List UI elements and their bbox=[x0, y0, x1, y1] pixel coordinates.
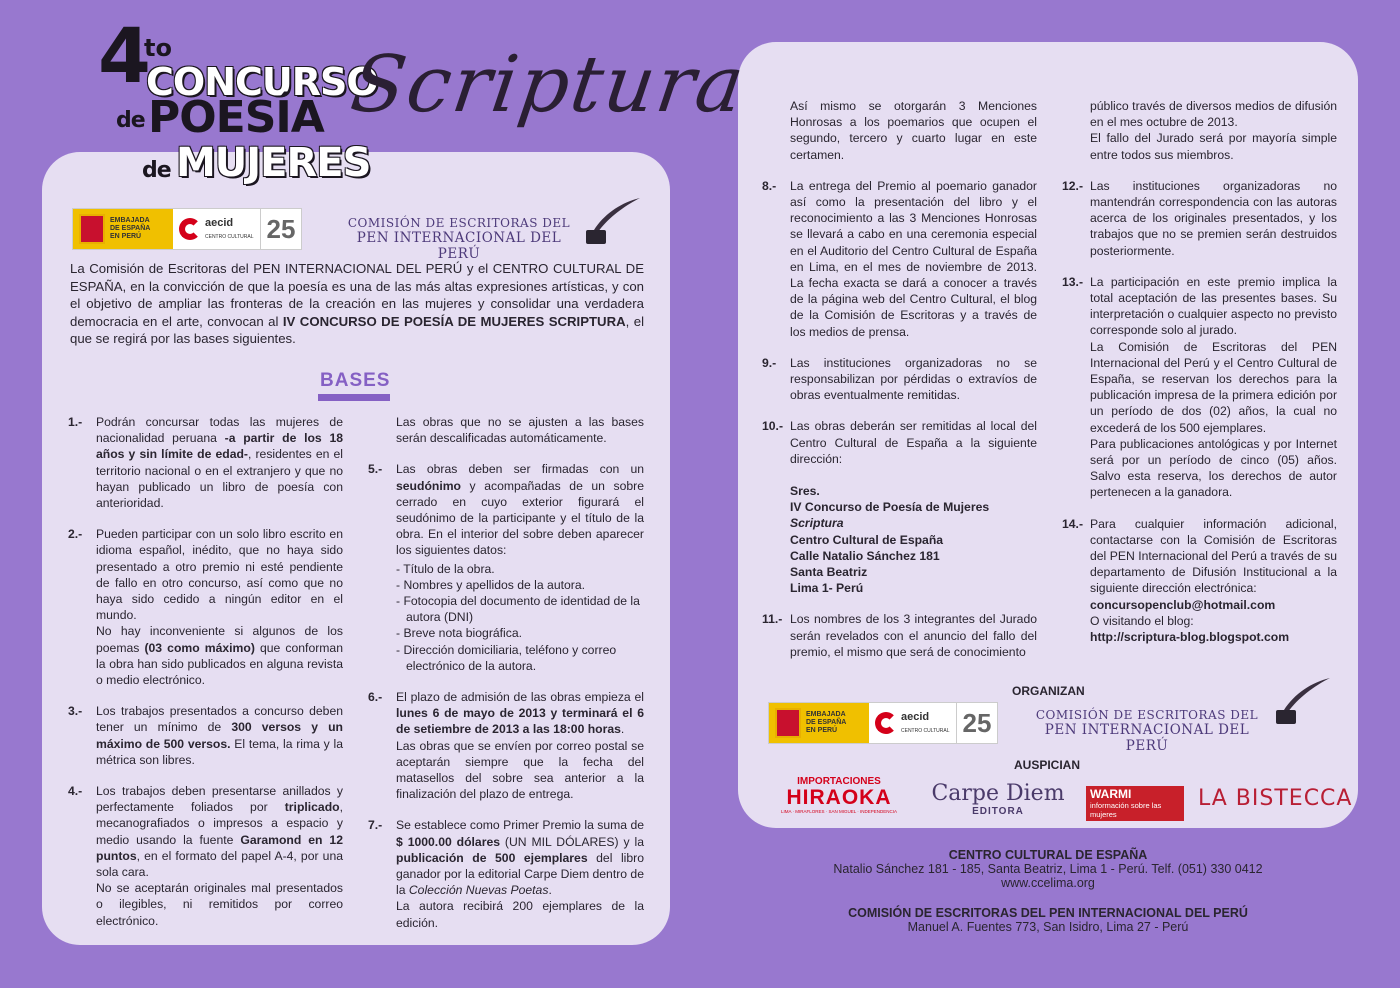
base-item-2: 2.- Pueden participar con un solo libro escrito en idioma español, inédito, que no haya sido presentado a otro premio ni esté pendiente de fallo en otro concurso, así como que no haya sido cedido a ningún editor en el mundo. No hay inconveniente si algunos de los poemas (03 como máximo) que conforman la obra han sido publicados en alguna revista o medio electrónico. bbox=[68, 527, 343, 688]
bases-column-4 bbox=[1062, 98, 1337, 660]
auspician-heading: AUSPICIAN bbox=[1014, 758, 1081, 772]
footer-pen: COMISIÓN DE ESCRITORAS DEL PEN INTERNACIONAL DEL PERÚ Manuel A. Fuentes 773, San Isidro, Lima 27 - Perú bbox=[848, 906, 1248, 934]
title-number: 4 bbox=[98, 11, 151, 100]
organizan-heading: ORGANIZAN bbox=[1012, 684, 1085, 698]
comision-logo-top: COMISIÓN DE ESCRITORAS DEL PEN INTERNACIONAL DEL PERÚ bbox=[347, 216, 571, 262]
title-de-1: de bbox=[116, 108, 145, 133]
base-item-11-continued: público través de diversos medios de difusión en el mes octubre de 2013. El fallo del Jurado será por mayoría simple entre todos sus miembros. bbox=[1090, 99, 1337, 162]
la-bistecca-logo: LA BISTECCA bbox=[1198, 786, 1353, 811]
spain-shield-icon-bottom bbox=[775, 708, 801, 738]
aecid-logo-bottom: aecid CENTRO CULTURAL bbox=[869, 703, 957, 743]
embajada-logo-bottom: EMBAJADA DE ESPAÑA EN PERÚ bbox=[769, 703, 869, 743]
title-mujeres: MUJERES bbox=[176, 140, 371, 186]
footer-ccd: CENTRO CULTURAL DE ESPAÑA Natalio Sánchez 181 - 185, Santa Beatriz, Lima 1 - Perú. Telf. (051) 330 0412 www.ccelima.org bbox=[738, 848, 1358, 890]
ccd-website-link[interactable]: www.ccelima.org bbox=[1001, 876, 1095, 890]
base-item-4: 4.- Los trabajos deben presentarse anillados y perfectamente foliados por triplicado, mecanografiados o impresos a espacio y medio usando la fuente Garamond en 12 puntos, en el formato del papel A-4, por una sola cara. No se aceptarán originales mal presentados o ilegibles, ni remitidos por correo electrónico. bbox=[68, 784, 343, 928]
bases-heading: BASES bbox=[320, 370, 391, 391]
warmi-logo: WARMI información sobre las mujeres bbox=[1086, 786, 1184, 821]
base-item-13: 13.- La participación en este premio implica la total aceptación de las presentes bases. Su interpretación o cualquier aspecto no previsto corresponde solo al jurado. La Comisión de Escritoras del PEN Internacional del Perú y el Centro Cultural de España, se reservan los derechos para la publicación impresa de la primera edición por un período de dos (02) años, la cual no excederá de los 500 ejemplares. Para publicaciones antológicas y por Internet será por un período de cinco (05) años. Salvo esta reserva, los derechos de autor pertenecen a la ganadora. bbox=[1062, 274, 1337, 500]
bases-column-1 bbox=[68, 414, 343, 944]
bases-underline bbox=[318, 394, 390, 401]
embajada-logo: EMBAJADA DE ESPAÑA EN PERÚ bbox=[73, 209, 173, 249]
organizer-logos-top bbox=[72, 208, 302, 250]
aecid-logo: aecid CENTRO CULTURAL bbox=[173, 209, 261, 249]
base-item-1: 1.- Podrán concursar todas las mujeres de nacionalidad peruana -a partir de los 18 años y sin límite de edad-, residentes en el territorio nacional o en el extranjero y que no hayan publicado un libro de poesía con anterioridad. bbox=[68, 415, 343, 511]
bases-column-3 bbox=[762, 98, 1037, 675]
bases-column-2 bbox=[368, 414, 644, 946]
spain-shield-icon bbox=[79, 214, 105, 244]
intro-paragraph: La Comisión de Escritoras del PEN INTERNACIONAL DEL PERÚ y el CENTRO CULTURAL DE ESPAÑA, en la convicción de que la poesía es una de las más altas expresiones artísticas, y con el objetivo de ampliar las fronteras de la creación en las mujeres y consolidar una verdadera democracia en el arte, convocan al IV CONCURSO DE POESÍA DE MUJERES SCRIPTURA, el que se regirá por las bases siguientes. bbox=[70, 261, 644, 346]
blog-link[interactable]: http://scriptura-blog.blogspot.com bbox=[1090, 630, 1290, 645]
title-concurso: CONCURSO bbox=[146, 60, 378, 104]
aecid-c-icon-bottom bbox=[875, 712, 897, 734]
base-item-12: 12.- Las instituciones organizadoras no mantendrán correspondencia con las autoras acerca de los originales presentados, y los trabajos que no se premien serán destruidos posteriormente. bbox=[1062, 178, 1337, 258]
contact-email-link[interactable]: concursopenclub@hotmail.com bbox=[1090, 597, 1276, 612]
organizer-logos-bottom bbox=[768, 702, 998, 744]
base-item-7-continued: Así mismo se otorgarán 3 Menciones Honrosas a los poemarios que ocupen el segundo, tercero y cuarto lugar en este certamen. bbox=[790, 99, 1037, 162]
title-poesia: POESÍA bbox=[148, 92, 324, 143]
base-item-9: 9.- Las instituciones organizadoras no se responsabilizan por pérdidas o extravíos de obras eventualmente remitidas. bbox=[762, 355, 1037, 403]
base-item-14: 14.- Para cualquier información adicional, contactarse con la Comisión de Escritoras del PEN Internacional del Perú a través de su departamento de Difusión Institucional a la siguiente dirección electrónica: concursopenclub@hotmail.com O visitando el blog: http://scriptura-blog.blogspot.com bbox=[1062, 516, 1337, 645]
comision-logo-bottom: COMISIÓN DE ESCRITORAS DEL PEN INTERNACIONAL DEL PERÚ bbox=[1035, 708, 1259, 754]
base-item-11: 11.- Los nombres de los 3 integrantes del Jurado serán revelados con el anuncio del fallo del premio, el mismo que será de conocimiento bbox=[762, 612, 1037, 659]
base-item-6: 6.- El plazo de admisión de las obras empieza el lunes 6 de mayo de 2013 y terminará el 6 de setiembre de 2013 a las 18:00 horas. Las obras que se envíen por correo postal se aceptarán siempre que la fecha del matasellos del sobre sea anterior a la finalización del plazo de entrega. bbox=[368, 690, 644, 802]
anniversary-logo-bottom: 25 bbox=[962, 707, 992, 738]
contest-title bbox=[98, 11, 378, 188]
base-item-7: 7.- Se establece como Primer Premio la suma de $ 1000.00 dólares (UN MIL DÓLARES) y la publicación de 500 ejemplares del libro ganador por la editorial Carpe Diem dentro de la Colección Nuevas Poetas. La autora recibirá 200 ejemplares de la edición. bbox=[368, 818, 644, 930]
hiraoka-logo: IMPORTACIONES HIRAOKA LIMA · MIRAFLORES · SAN MIGUEL · INDEPENDENCIA bbox=[780, 776, 898, 814]
carpe-diem-logo: Carpe Diem EDITORA bbox=[931, 781, 1065, 817]
base-item-3: 3.- Los trabajos presentados a concurso deben tener un mínimo de 300 versos y un máximo de 500 versos. El tema, la rima y la métrica son libres. bbox=[68, 704, 343, 767]
mailing-address: Sres. IV Concurso de Poesía de Mujeres Scriptura Centro Cultural de España Calle Natalio Sánchez 181 Santa Beatriz Lima 1- Perú bbox=[790, 484, 990, 596]
base-item-8: 8.- La entrega del Premio al poemario ganador así como la presentación del libro y el reconocimiento a las 3 Menciones Honrosas se llevará a cabo en una ceremonia especial en el Auditorio del Centro Cultural de España en Lima, en el mes de noviembre de 2013. La fecha exacta se dará a conocer a través de la página web del Centro Cultural, el blog de la Comisión de Escritoras y a través de los medios de prensa. bbox=[762, 178, 1037, 339]
aecid-c-icon bbox=[179, 218, 201, 240]
scriptura-logo: Scriptura bbox=[345, 40, 751, 130]
title-ordinal: to bbox=[144, 34, 172, 62]
quill-inkwell-icon bbox=[582, 196, 642, 246]
anniversary-logo: 25 bbox=[266, 213, 296, 244]
base-item-4-continued: Las obras que no se ajusten a las bases serán descalificadas automáticamente. bbox=[396, 415, 644, 446]
quill-inkwell-icon-bottom bbox=[1272, 676, 1332, 726]
base-item-10: 10.- Las obras deberán ser remitidas al local del Centro Cultural de España a la siguiente dirección: Sres. IV Concurso de Poesía de Mujeres Scriptura Centro Cultural de España Calle Natalio Sánchez 181 Santa Beatriz Lima 1- Perú bbox=[762, 419, 1037, 596]
title-de-2: de bbox=[142, 158, 171, 183]
base-item-5: 5.- Las obras deben ser firmadas con un seudónimo y acompañadas de un sobre cerrado en cuyo exterior figurará el seudónimo de la participante y el título de la obra. En el interior del sobre deben aparecer los siguientes datos: - Título de la obra. - Nombres y apellidos de la autora. - Fotocopia del documento de identidad de la autora (DNI) - Breve nota biográfica. - Dirección domiciliaria, teléfono y correo electrónico de la autora. bbox=[368, 462, 644, 673]
